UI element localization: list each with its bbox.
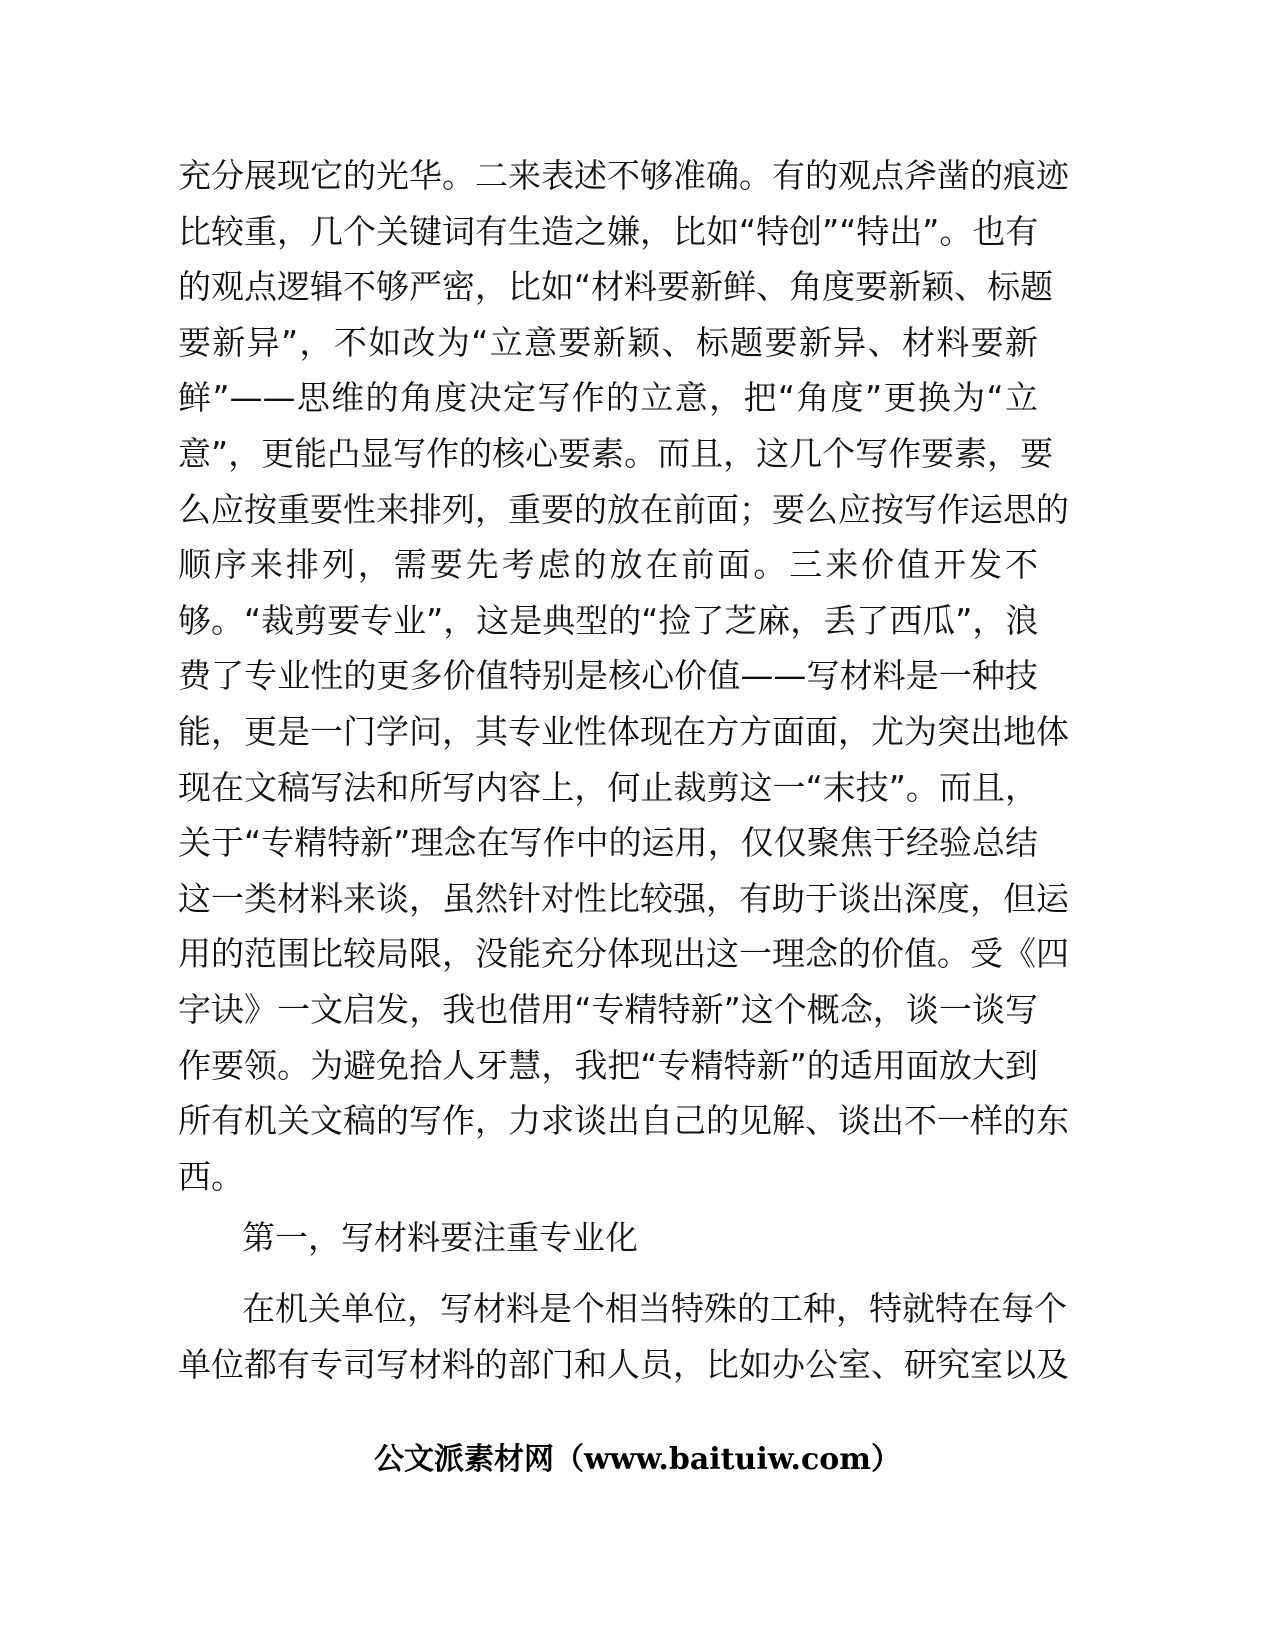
paragraph-line: 西。 xyxy=(178,1156,244,1196)
paragraph-line: 在机关单位，写材料是个相当特殊的工种，特就特在每个 xyxy=(242,1289,1067,1328)
paragraph-line: 关于“专精特新”理念在写作中的运用，仅仅聚焦于经验总结 xyxy=(178,823,1038,863)
paragraph-line: 单位都有专司写材料的部门和人员，比如办公室、研究室以及 xyxy=(178,1345,1069,1384)
paragraph-line: 要新异”，不如改为“立意要新颖、标题要新异、材料要新 xyxy=(178,322,1038,362)
paragraph-line: 作要领。为避免拾人牙慧，我把“专精特新”的适用面放大到 xyxy=(178,1045,1038,1085)
paragraph-line: 够。“裁剪要专业”，这是典型的“捡了芝麻，丢了西瓜”，浪 xyxy=(178,600,1039,640)
paragraph-line: 么应按重要性来排列，重要的放在前面；要么应按写作运思的 xyxy=(178,489,1069,529)
paragraph-line: 字诀》一文启发，我也借用“专精特新”这个概念，谈一谈写 xyxy=(178,989,1038,1029)
paragraph-line: 比较重，几个关键词有生造之嫌，比如“特创”“特出”。也有 xyxy=(178,211,1039,251)
paragraph-line: 现在文稿写法和所写内容上，何止裁剪这一“末技”。而且， xyxy=(178,767,1038,807)
paragraph-line: 能，更是一门学问，其专业性体现在方方面面，尤为突出地体 xyxy=(178,711,1069,751)
paragraph-line: 用的范围比较局限，没能充分体现出这一理念的价值。受《四 xyxy=(178,934,1069,974)
paragraph-line: 的观点逻辑不够严密，比如“材料要新鲜、角度要新颖、标题 xyxy=(178,267,1054,307)
paragraph-line: 费了专业性的更多价值特别是核心价值——写材料是一种技 xyxy=(178,656,1038,696)
footer-watermark: 公文派素材网（www.baituiw.com） xyxy=(373,1442,902,1477)
paragraph-line: 意”，更能凸显写作的核心要素。而且，这几个写作要素，要 xyxy=(178,433,1054,473)
paragraph-line: 充分展现它的光华。二来表述不够准确。有的观点斧凿的痕迹 xyxy=(178,156,1069,195)
section-heading: 第一，写材料要注重专业化 xyxy=(242,1218,638,1257)
body-paragraph-2 xyxy=(178,1281,1069,1393)
paragraph-line: 这一类材料来谈，虽然针对性比较强，有助于谈出深度，但运 xyxy=(178,878,1069,918)
paragraph-line: 鲜”——思维的角度决定写作的立意，把“角度”更换为“立 xyxy=(178,378,1038,418)
body-paragraph-1 xyxy=(178,148,1069,1204)
paragraph-line: 所有机关文稿的写作，力求谈出自己的见解、谈出不一样的东 xyxy=(178,1101,1069,1141)
paragraph-line: 顺序来排列，需要先考虑的放在前面。三来价值开发不 xyxy=(178,545,1038,585)
